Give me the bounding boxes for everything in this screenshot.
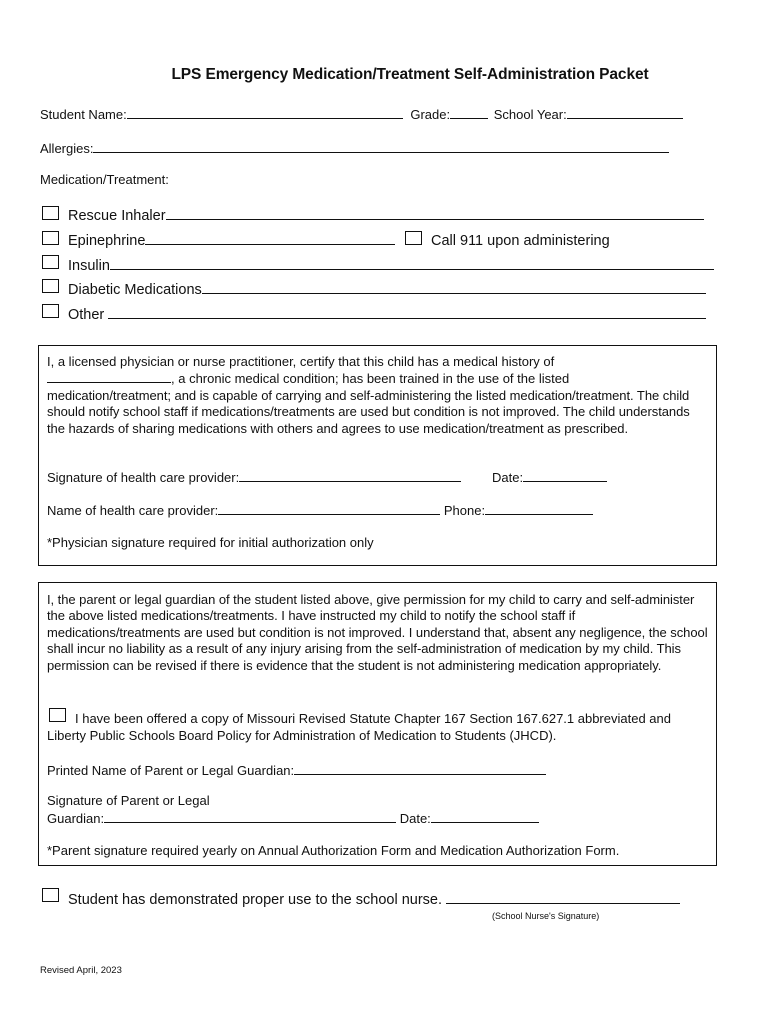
diabetic-medications-checkbox[interactable] — [42, 279, 59, 293]
nurse-signature-field[interactable] — [446, 891, 680, 904]
parent-permission-text: I, the parent or legal guardian of the student listed above, give permission for my child to carry and self-administer the above listed medications/treatments. I have instructed my child to notify the school staff if medications/treatments are used but condition is not improved. I understand that, absent any negligence, the school shall incur no liability as a result of any injury arising from the self-administration of medication by my child. This permission can be revised if there is evidence that the student is not administering medication appropriately. — [47, 592, 708, 673]
statute-checkbox[interactable] — [49, 708, 66, 722]
provider-certification — [47, 354, 709, 437]
provider-cert-rest: medication/treatment; and is capable of carrying and self-administering the listed medication/treatment. The child should notify school staff if medications/treatments are used but condition is not improved. The child understands the hazards of sharing medications with others and agrees to use medication/treatment as prescribed. — [47, 387, 690, 436]
epinephrine-checkbox[interactable] — [42, 231, 59, 245]
rescue-inhaler-checkbox[interactable] — [42, 206, 59, 220]
epinephrine-label: Epinephrine — [68, 233, 146, 249]
school-year-label: School Year: — [493, 107, 567, 122]
parent-date-field[interactable] — [431, 810, 539, 823]
epinephrine-row — [68, 232, 395, 249]
insulin-label: Insulin — [68, 258, 110, 274]
other-label: Other — [68, 307, 105, 323]
diabetic-medications-field[interactable] — [202, 281, 706, 294]
call-911-checkbox[interactable] — [405, 231, 422, 245]
parent-signature-row — [47, 810, 539, 826]
nurse-demonstration-checkbox[interactable] — [42, 888, 59, 902]
epinephrine-field[interactable] — [145, 232, 395, 245]
provider-date-row — [492, 469, 607, 485]
allergies-row — [40, 140, 669, 156]
rescue-inhaler-row — [68, 207, 704, 224]
parent-signature-label-line2: Guardian: — [47, 811, 105, 826]
grade-field[interactable] — [450, 106, 488, 119]
statute-line1: I have been offered a copy of Missouri Revised Statute Chapter 167 Section 167.627.1 abbreviated and — [75, 711, 671, 726]
parent-date-label: Date: — [399, 811, 431, 826]
insulin-row — [68, 257, 714, 274]
call-911-label: Call 911 upon administering — [431, 233, 610, 249]
provider-signature-label: Signature of health care provider: — [47, 470, 240, 485]
diabetic-medications-label: Diabetic Medications — [68, 282, 202, 298]
diabetic-medications-row — [68, 281, 706, 298]
printed-name-field[interactable] — [294, 762, 546, 775]
insulin-checkbox[interactable] — [42, 255, 59, 269]
grade-label: Grade: — [410, 107, 451, 122]
student-name-row — [40, 106, 683, 122]
provider-date-field[interactable] — [523, 469, 607, 482]
other-row — [68, 306, 706, 323]
nurse-signature-caption: (School Nurse's Signature) — [492, 911, 600, 921]
provider-date-label: Date: — [492, 470, 524, 485]
provider-phone-field[interactable] — [485, 502, 593, 515]
provider-signature-field[interactable] — [239, 469, 461, 482]
allergies-label: Allergies: — [40, 141, 94, 156]
printed-name-row — [47, 762, 546, 778]
other-field[interactable] — [108, 306, 706, 319]
other-checkbox[interactable] — [42, 304, 59, 318]
revised-date: Revised April, 2023 — [40, 965, 122, 976]
allergies-field[interactable] — [93, 140, 669, 153]
nurse-demonstration-label: Student has demonstrated proper use to the school nurse. — [68, 892, 443, 908]
insulin-field[interactable] — [110, 257, 714, 270]
printed-name-label: Printed Name of Parent or Legal Guardian: — [47, 763, 295, 778]
provider-name-field[interactable] — [218, 502, 440, 515]
medical-history-field[interactable] — [47, 370, 171, 383]
physician-note: *Physician signature required for initial authorization only — [47, 535, 374, 550]
rescue-inhaler-field[interactable] — [166, 207, 704, 220]
provider-name-row — [47, 502, 593, 518]
statute-line2: Liberty Public Schools Board Policy for Administration of Medication to Students (JHCD). — [47, 728, 557, 743]
student-name-field[interactable] — [127, 106, 403, 119]
parent-signature-label-line1: Signature of Parent or Legal — [47, 793, 210, 808]
page-title: LPS Emergency Medication/Treatment Self-Administration Packet — [171, 66, 649, 83]
rescue-inhaler-label: Rescue Inhaler — [68, 208, 166, 224]
student-name-label: Student Name: — [40, 107, 127, 122]
medication-label: Medication/Treatment: — [40, 172, 169, 187]
school-year-field[interactable] — [567, 106, 683, 119]
nurse-demonstration-row — [68, 891, 680, 908]
provider-cert-line1: I, a licensed physician or nurse practitioner, certify that this child has a medical history of — [47, 354, 555, 369]
provider-signature-row — [47, 469, 461, 485]
provider-name-label: Name of health care provider: — [47, 503, 219, 518]
provider-phone-label: Phone: — [443, 503, 486, 518]
parent-signature-field[interactable] — [104, 810, 396, 823]
provider-cert-line2: , a chronic medical condition; has been trained in the use of the listed — [171, 371, 570, 387]
parent-note: *Parent signature required yearly on Annual Authorization Form and Medication Authorization Form. — [47, 843, 620, 858]
